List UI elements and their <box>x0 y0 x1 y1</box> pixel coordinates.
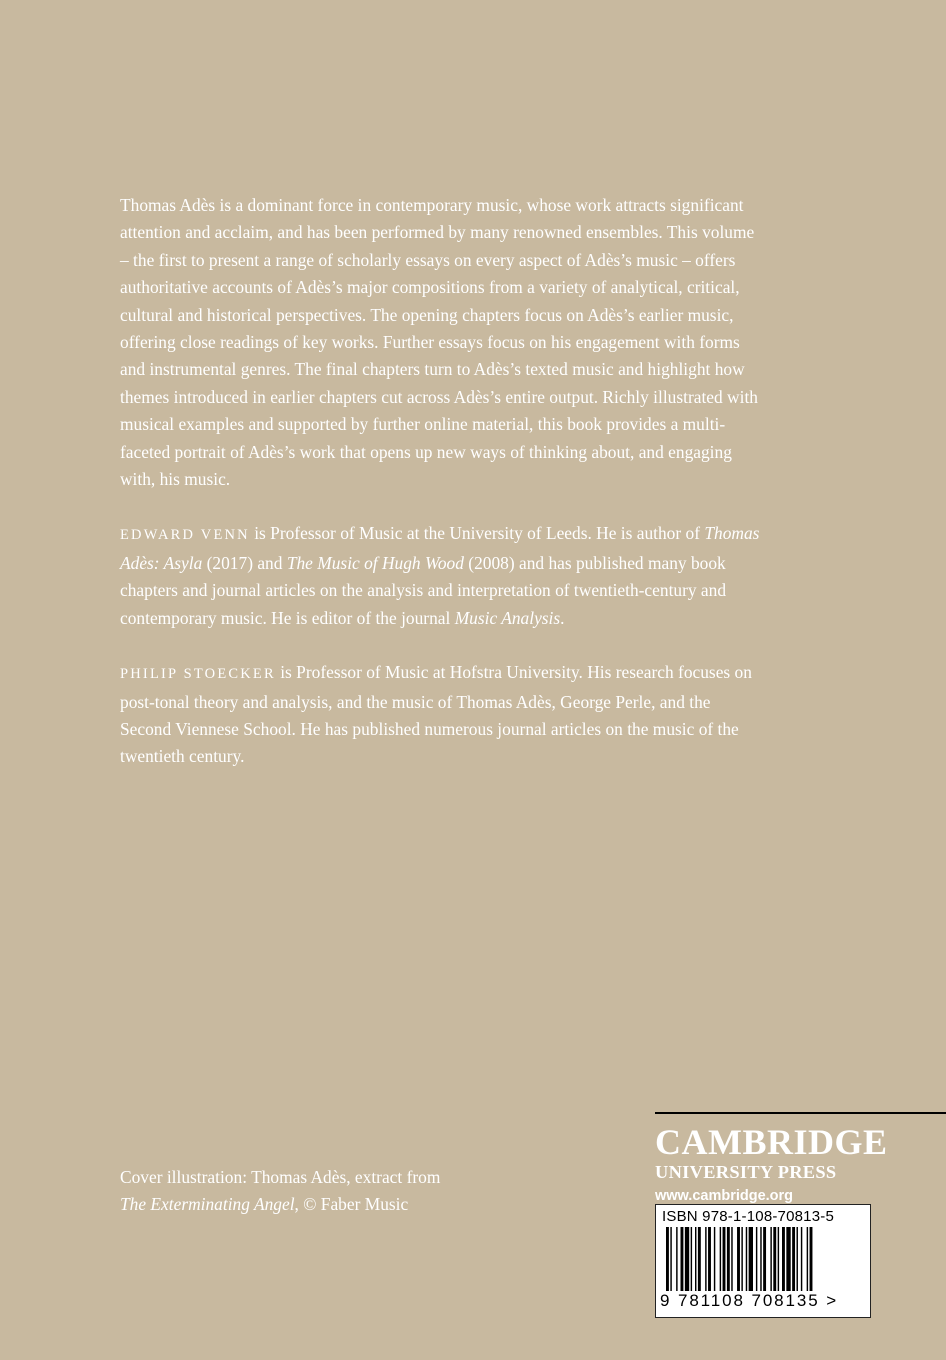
publisher-logo-subname: UNIVERSITY PRESS <box>655 1162 837 1182</box>
publisher-block <box>655 1112 946 1322</box>
isbn-label: ISBN 978-1-108-70813-5 <box>662 1208 835 1225</box>
cover-credit <box>120 1164 540 1219</box>
barcode-bar <box>670 1227 671 1291</box>
barcode-box <box>655 1204 871 1318</box>
barcode-digits: 9 781108 708135 > <box>660 1291 839 1310</box>
editor-name-venn: EDWARD VENN <box>120 527 250 544</box>
bio-text: (2008) and has published many book chapters and journal articles on the analysis and interpretation of twentieth-century and contemporary music. He is editor of the journal <box>120 552 727 628</box>
barcode-bar <box>698 1227 701 1291</box>
barcode-bar <box>760 1227 761 1291</box>
barcode-bar <box>666 1227 669 1291</box>
barcode-bar <box>676 1227 677 1291</box>
barcode-bar <box>727 1227 730 1291</box>
barcode-bar <box>685 1227 689 1291</box>
book-title-hugh-wood: The Music of Hugh Wood <box>286 552 464 573</box>
barcode-bar <box>801 1227 802 1291</box>
barcode-bar <box>763 1227 766 1291</box>
barcode-bar <box>720 1227 721 1291</box>
copyright-text: , © Faber Music <box>294 1194 409 1215</box>
barcode-bar <box>792 1227 795 1291</box>
barcode-bar <box>705 1227 706 1291</box>
barcode-bar <box>770 1227 771 1291</box>
barcode-bar <box>756 1227 757 1291</box>
back-cover-blurb <box>120 192 760 798</box>
book-description: Thomas Adès is a dominant force in contemporary music, whose work attracts significant attention and acclaim, and has been performed by many renowned ensembles. This volume – the first to present a range of scholarly essays on every aspect of Adès’s music – offers authoritative accounts of Adès’s major compositions from a variety of analytical, critical, cultural and historical perspectives. The opening chapters focus on Adès’s earlier music, offering close readings of key works. Further essays focus on his engagement with forms and instrumental genres. The final chapters turn to Adès’s texted music and highlight how themes introduced in earlier chapters cut across Adès’s entire output. Richly illustrated with musical examples and supported by further online material, this book provides a multi-faceted portrait of Adès’s work that opens up new ways of thinking about, and engaging with, his music. <box>120 195 758 490</box>
publisher-url: www.cambridge.org <box>655 1188 794 1204</box>
barcode-bar <box>695 1227 696 1291</box>
bio-text: is Professor of Music at Hofstra University. His research focuses on post-tonal theory and analysis, and the music of Thomas Adès, George Perle, and the Second Viennese School. He has published numerous journal articles on the music of the twentieth century. <box>120 662 752 767</box>
editor-bio-venn <box>120 520 760 632</box>
barcode-bar <box>773 1227 776 1291</box>
bio-text: is Professor of Music at the University of Leeds. He is author of <box>249 523 705 544</box>
bio-text: (2017) and <box>202 552 287 573</box>
opera-title: The Exterminating Angel <box>120 1194 295 1215</box>
barcode-bar <box>797 1227 798 1291</box>
book-title-asyla: Thomas Adès: Asyla <box>120 523 760 573</box>
barcode-bar <box>749 1227 753 1291</box>
journal-title: Music Analysis <box>454 607 561 628</box>
barcode-bar <box>807 1227 808 1291</box>
cover-credit-title-line <box>120 1191 540 1218</box>
editor-name-stoecker: PHILIP STOECKER <box>120 666 276 683</box>
barcode-bar <box>714 1227 715 1291</box>
editor-bio-stoecker <box>120 659 760 771</box>
barcode-bar <box>681 1227 684 1291</box>
barcode-bar <box>810 1227 813 1291</box>
barcode-bar <box>723 1227 726 1291</box>
barcode-bar <box>691 1227 692 1291</box>
bio-text: . <box>560 607 565 628</box>
barcode-bar <box>741 1227 742 1291</box>
barcode-bar <box>737 1227 740 1291</box>
barcode-bar <box>778 1227 779 1291</box>
publisher-logo-name: CAMBRIDGE <box>655 1122 888 1162</box>
barcode-icon <box>666 1227 862 1291</box>
barcode-bar <box>786 1227 790 1291</box>
barcode-bar <box>746 1227 747 1291</box>
barcode-bar <box>708 1227 711 1291</box>
barcode-bar <box>731 1227 732 1291</box>
barcode-bar <box>782 1227 785 1291</box>
divider-rule <box>655 1112 946 1114</box>
cover-credit-line: Cover illustration: Thomas Adès, extract from <box>120 1167 441 1187</box>
